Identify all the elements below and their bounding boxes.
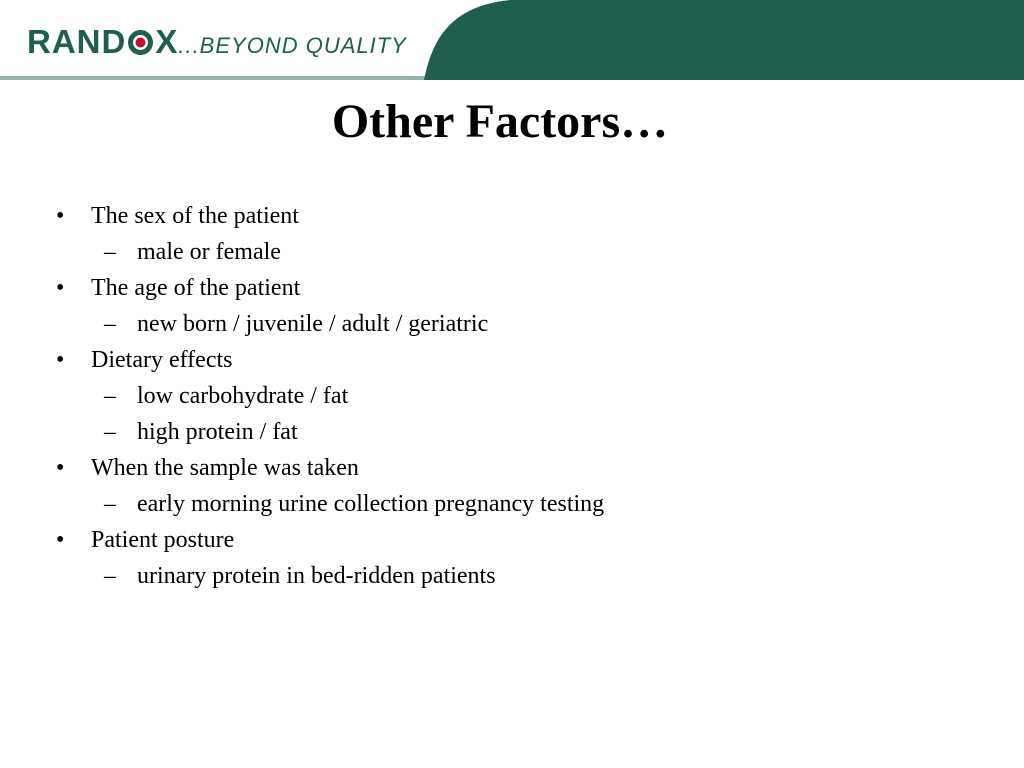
sub-bullet-item	[48, 414, 988, 450]
bullet-text: The age of the patient	[91, 275, 301, 301]
sub-bullet-marker: –	[104, 563, 116, 589]
bullet-text: When the sample was taken	[91, 455, 359, 481]
sub-bullet-marker: –	[104, 491, 116, 517]
sub-bullet-item	[48, 306, 988, 342]
bullet-marker: •	[56, 275, 65, 301]
sub-bullet-marker: –	[104, 311, 116, 337]
bullet-item	[48, 522, 988, 558]
sub-bullet-marker: –	[104, 383, 116, 409]
bullet-item	[48, 270, 988, 306]
bullet-text: The sex of the patient	[91, 203, 299, 229]
logo-brand-start: RAND	[27, 23, 127, 60]
sub-bullet-text: early morning urine collection pregnancy testing	[137, 491, 605, 517]
bullet-marker: •	[56, 347, 65, 373]
sub-bullet-item	[48, 558, 988, 594]
bullet-list	[48, 198, 988, 594]
sub-bullet-marker: –	[104, 239, 116, 265]
bullet-text: Dietary effects	[91, 347, 233, 373]
bullet-marker: •	[56, 527, 65, 553]
header-green-panel	[424, 0, 1024, 80]
bullet-item	[48, 198, 988, 234]
bullet-marker: •	[56, 455, 65, 481]
sub-bullet-item	[48, 234, 988, 270]
sub-bullet-text: male or female	[137, 239, 281, 265]
sub-bullet-item	[48, 486, 988, 522]
slide-header	[0, 0, 1024, 84]
bullet-item	[48, 342, 988, 378]
bullet-item	[48, 450, 988, 486]
sub-bullet-marker: –	[104, 419, 116, 445]
bullet-text: Patient posture	[91, 527, 235, 553]
sub-bullet-item	[48, 378, 988, 414]
sub-bullet-text: urinary protein in bed-ridden patients	[137, 563, 496, 589]
slide-title: Other Factors…	[331, 95, 669, 148]
bullet-marker: •	[56, 203, 65, 229]
sub-bullet-text: low carbohydrate / fat	[137, 383, 349, 409]
logo-o-icon	[127, 29, 154, 56]
logo-brand-end: X	[155, 23, 179, 60]
logo-tagline: ...BEYOND QUALITY	[178, 33, 407, 58]
sub-bullet-text: new born / juvenile / adult / geriatric	[137, 311, 489, 337]
randox-logo	[27, 22, 407, 69]
sub-bullet-text: high protein / fat	[137, 419, 298, 445]
